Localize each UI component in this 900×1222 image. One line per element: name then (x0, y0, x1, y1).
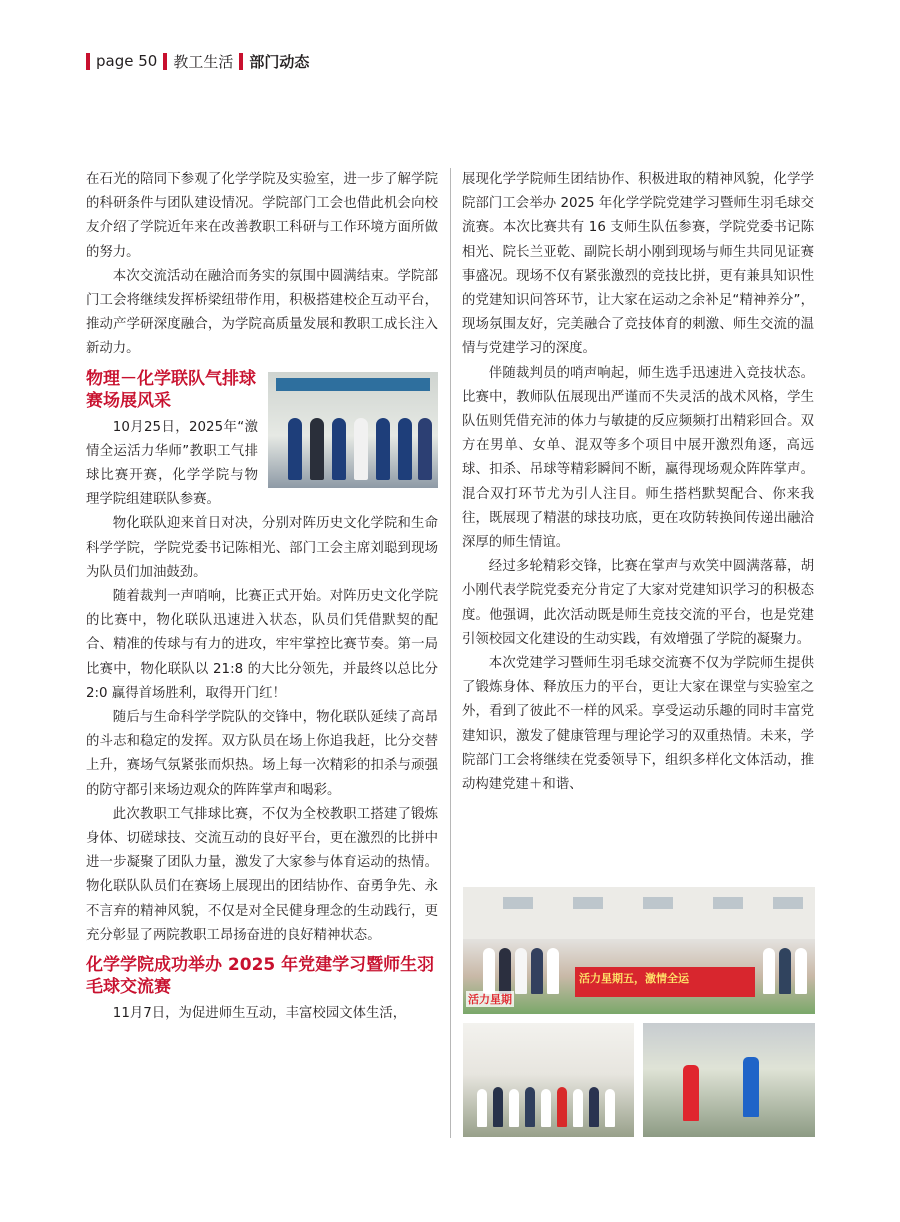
badminton-players-photo (463, 1023, 634, 1137)
person-figure (418, 418, 432, 480)
paragraph: 经过多轮精彩交锋，比赛在掌声与欢笑中圆满落幕，胡小刚代表学院党委充分肯定了大家对党建知识学习的积极态度。他强调，此次活动既是师生竞技交流的平台，也是党建引领校园文化建设的生动实践，有效增强了学院的凝聚力。 (462, 559, 814, 647)
section-label: 教工生活 (173, 52, 234, 71)
paragraph: 11月7日，为促进师生互动，丰富校园文体生活， (112, 1006, 407, 1022)
person-figure (332, 418, 346, 480)
paragraph: 此次教职工气排球比赛，不仅为全校教职工搭建了锻炼身体、切磋球技、交流互动的良好平台，更在激烈的比拼中进一步凝聚了团队力量，激发了大家参与体育运动的热情。物化联队队员们在赛场上展现出的团结协作、奋勇争先、永不言弃的精神风貌，不仅是对全民健身理念的生动践行，更充分彰显了两院教职工昂扬奋进的良好精神状态。 (86, 806, 438, 943)
header-bar (163, 53, 167, 70)
paragraph: 本次党建学习暨师生羽毛球交流赛不仅为学院师生提供了锻炼身体、释放压力的平台，更让大家在课堂与实验室之外，看到了彼此不一样的风采。享受运动乐趣的同时丰富党建知识，激发了健康管理与理论学习的双重热情。未来，学院部门工会将继续在党委领导下，组织多样化文体活动，推动构建党建＋和谐、 (462, 656, 814, 793)
person-figure (288, 418, 302, 480)
volleyball-team-photo (268, 372, 438, 488)
person-figure (310, 418, 324, 480)
badminton-match-photo (643, 1023, 815, 1137)
person-figure (354, 418, 368, 480)
section-label: 部门动态 (249, 52, 310, 71)
right-column (462, 168, 814, 797)
header-bar (239, 53, 243, 70)
paragraph: 展现化学学院师生团结协作、积极进取的精神风貌，化学学院部门工会举办 2025 年化学学院党建学习暨师生羽毛球交流赛。本次比赛共有 16 支师生队伍参赛，学院党委书记陈相光、院长兰亚乾、副院长胡小刚到现场与师生共同见证赛事盛况。现场不仅有紧张激烈的竞技比拼，更有兼具知识性的党建知识问答环节，让大家在运动之余补足“精神养分”，现场氛围友好，完美融合了竞技体育的刺激、师生交流的温情与党建学习的深度。 (462, 172, 814, 357)
paragraph: 本次交流活动在融洽而务实的氛围中圆满结束。学院部门工会将继续发挥桥梁纽带作用，积极搭建校企互动平台，推动产学研深度融合，为学院高质量发展和教职工成长注入新动力。 (86, 268, 438, 357)
article-volleyball (86, 368, 438, 513)
article-title: 物理－化学联队气排球赛场展风采 (86, 368, 256, 411)
page-number: page 50 (96, 52, 158, 70)
paragraph: 随后与生命科学学院队的交锋中，物化联队延续了高昂的斗志和稳定的发挥。双方队员在场上你追我赶，比分交替上升，赛场气氛紧张而炽热。场上每一次精彩的扣杀与顽强的防守都引来场边观众的阵阵掌声和喝彩。 (86, 710, 438, 798)
person-figure (376, 418, 390, 480)
badminton-group-photo (463, 887, 815, 1014)
header-bar (86, 53, 90, 70)
building (463, 887, 815, 939)
event-banner-text: 活力星期五，激情全运 (579, 972, 689, 985)
paragraph: 10月25日，2025年“激情全运活力华师”教职工气排球比赛开赛，化学学院与物理学院组建联队参赛。 (86, 419, 258, 508)
paragraph: 在石光的陪同下参观了化学学院及实验室，进一步了解学院的科研条件与团队建设情况。学院部门工会也借此机会向校友介绍了学院近年来在改善教职工科研与工作环境方面所做的努力。 (86, 172, 438, 260)
column-divider (450, 168, 451, 1138)
paragraph: 物化联队迎来首日对决，分别对阵历史文化学院和生命科学学院，学院党委书记陈相光、部门工会主席刘聪到现场为队员们加油鼓劲。 (86, 516, 438, 580)
article-title: 化学学院成功举办 2025 年党建学习暨师生羽毛球交流赛 (86, 955, 435, 998)
paragraph: 伴随裁判员的哨声响起，师生选手迅速进入竞技状态。比赛中，教师队伍展现出严谨而不失灵活的战术风格，学生队伍则凭借充沛的体力与敏捷的反应频频打出精彩回合。双方在男单、女单、混双等多个项目中展开激烈角逐，高远球、扣杀、吊球等精彩瞬间不断，赢得现场观众阵阵掌声。混合双打环节尤为引人注目。师生搭档默契配合、你来我往，既展现了精湛的球技功底，更在攻防转换间传递出融洽深厚的师生情谊。 (462, 365, 814, 551)
paragraph: 随着裁判一声哨响，比赛正式开始。对阵历史文化学院的比赛中，物化联队迅速进入状态，队员们凭借默契的配合、精准的传球与有力的进攻，牢牢掌控比赛节奏。第一局比赛中，物化联队以 21:8 的大比分领先，并最终以总比分 2:0 赢得首场胜利，取得开门红！ (86, 589, 438, 701)
photo-banner (276, 378, 430, 391)
page-header (86, 50, 309, 72)
left-column (86, 168, 438, 1026)
event-logo: 活力星期 (468, 993, 512, 1006)
person-figure (398, 418, 412, 480)
